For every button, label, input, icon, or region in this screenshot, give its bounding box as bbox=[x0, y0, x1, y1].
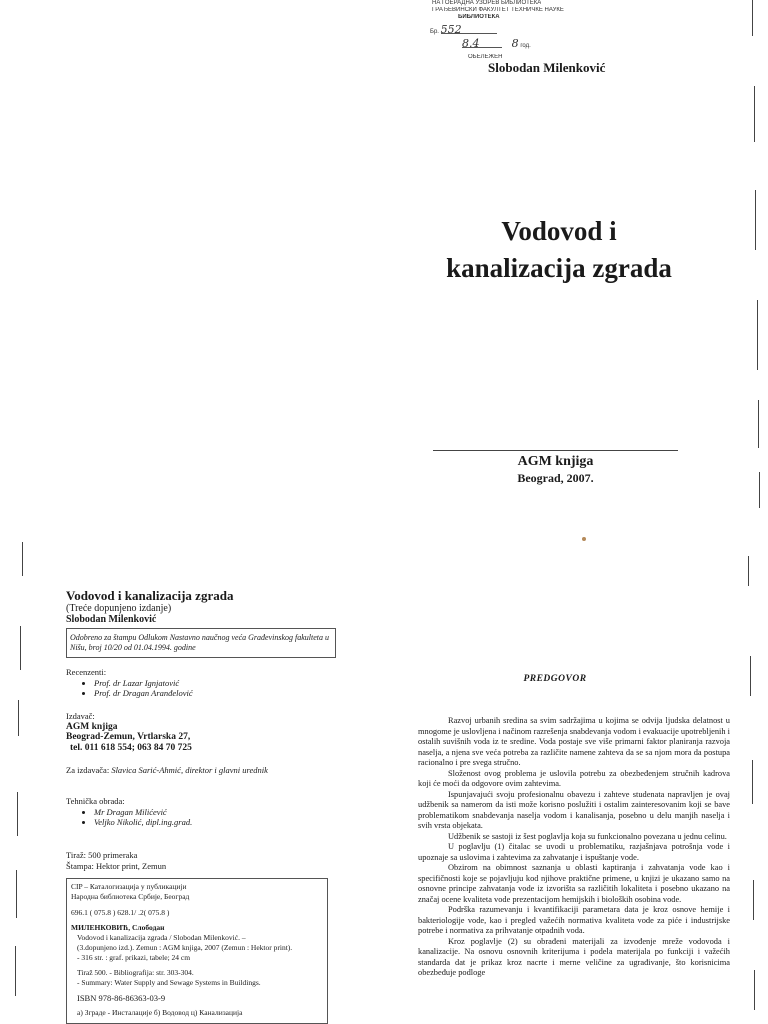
publisher-name: AGM knjiga bbox=[66, 721, 118, 732]
cip-line: Народна библиотека Србије, Београд bbox=[71, 892, 190, 901]
scan-mark bbox=[755, 190, 756, 250]
cip-udc: 696.1 ( 075.8 ) 628.1/ .2( 075.8 ) bbox=[71, 908, 170, 917]
publisher-phone: tel. 011 618 554; 063 84 70 725 bbox=[70, 742, 192, 753]
imprint-edition: (Treće dopunjeno izdanje) bbox=[66, 603, 172, 614]
paper-speck bbox=[582, 537, 586, 541]
scan-mark bbox=[752, 0, 753, 36]
approval-box: Odobreno za štampu Odlukom Nastavno naučnog veća Građevinskog fakulteta u Nišu, broj 10/20 od 01.04.1994. godine bbox=[66, 628, 336, 658]
scan-mark bbox=[748, 556, 749, 586]
tech-item: • Mr Dragan Milićević bbox=[94, 807, 346, 818]
stamp-inv-prefix: Бр. bbox=[430, 29, 439, 35]
scan-mark bbox=[759, 472, 760, 508]
preface-paragraph: Ispunjavajući svoju profesionalnu obavezu i zahteve studenata napravljen je ovaj udžbenik sa namerom da isti može korisno poslužiti i ostalim zainteresovanim koji se bave problematikom snabdevanja naselja vodom i kanalisanja, posebno u delu manjih naselja i svih vrsta objekata. bbox=[418, 789, 730, 830]
print-section bbox=[66, 850, 346, 871]
stamp-line: ГРАЂЕВИНСКИ ФАКУЛТЕТ ТЕХНИЧКЕ НАУКЕ bbox=[432, 7, 564, 13]
scan-mark bbox=[16, 870, 17, 918]
cover-place-year: Beograd, 2007. bbox=[517, 471, 594, 485]
tech-section bbox=[66, 796, 346, 828]
for-publisher-section bbox=[66, 765, 346, 776]
publisher-label: Izdavač: bbox=[66, 711, 95, 721]
stamp-line: БИБЛИОТЕКА bbox=[458, 14, 500, 20]
reviewer-item: • Prof. dr Lazar Ignjatović bbox=[94, 678, 346, 689]
cip-note: Tiraž 500. - Bibliografija: str. 303-304. bbox=[77, 968, 194, 977]
scan-mark bbox=[754, 970, 755, 1010]
cip-desc: - 316 str. : graf. prikazi, tabele; 24 cm bbox=[77, 953, 191, 962]
cover-title-line-1: Vodovod i bbox=[501, 216, 617, 246]
library-stamp bbox=[428, 0, 588, 62]
scan-mark bbox=[20, 626, 21, 670]
preface-paragraph: Kroz poglavlje (2) su obrađeni materijali za izvođenje mreže vodovoda i kanalizacije. Na osnovu osnovnih kriterijuma i podela materijala po funkciji i važećih standarda dat je prikaz kroz nacrte i merne veličine za ugrađivanje, što korisnicima obezbeđuje podloge bbox=[418, 936, 730, 977]
cip-line: CIP – Каталогизација у публикацији bbox=[71, 882, 187, 891]
preface-paragraph: Obzirom na obimnost saznanja u oblasti kaptiranja i zahvatanja vode kao i specifičnosti koje se pojavljuju kod njihove praktične primene, u knjizi je ukazano samo na osnovne principe zahvatanja vode iz izvorišta sa različitih lokaliteta i posebno ukazano na značaj ocene kvaliteta vode prezentacijom hemijskih i bioloških osobina vode. bbox=[418, 863, 730, 904]
scan-mark bbox=[750, 656, 751, 696]
cip-heading: МИЛЕНКОВИЋ, Слободан bbox=[71, 923, 165, 932]
preface-paragraph: U poglavlju (1) čitalac se uvodi u problematiku, razjašnjava potrošnja vode i upoznaje sa uslovima i zahtevima za zahvatanje i ispuštanje vode. bbox=[418, 842, 730, 862]
cip-record-box bbox=[66, 878, 328, 1024]
cover-author: Slobodan Milenković bbox=[488, 60, 606, 75]
printer: Štampa: Hektor print, Zemun bbox=[66, 860, 167, 871]
stamp-date: 8.4 bbox=[462, 40, 502, 48]
tech-label: Tehnička obrada: bbox=[66, 796, 125, 806]
reviewers-label: Recenzenti: bbox=[66, 667, 107, 677]
stamp-line: НА ГОЕРАДНА УЗОРЕВ БИБЛИОТЕКА bbox=[432, 0, 542, 6]
reviewer-item: • Prof. dr Dragan Aranđelović bbox=[94, 688, 346, 699]
stamp-date-suffix: год. bbox=[520, 43, 531, 49]
cip-subjects: а) Зграде - Инсталације б) Водовод ц) Канализација bbox=[77, 1008, 243, 1017]
scan-mark bbox=[752, 760, 753, 804]
preface-paragraph: Podrška razumevanju i kvantifikaciji parametara data je kroz osnove hemije i bakteriologije vode, kao i pregled važećih normativa kvaliteta vode za piće i industrijske potrebe i normativa za prihvatanje otpadnih voda. bbox=[418, 905, 730, 935]
stamp-date-2: 8 bbox=[511, 37, 519, 50]
scan-mark bbox=[17, 792, 18, 836]
scan-mark bbox=[753, 880, 754, 920]
imprint-author: Slobodan Milenković bbox=[66, 614, 157, 625]
print-run: Tiraž: 500 primeraka bbox=[66, 850, 138, 860]
scan-mark bbox=[757, 300, 758, 370]
cip-desc: Vodovod i kanalizacija zgrada / Slobodan Milenković. – bbox=[77, 933, 246, 942]
preface-paragraph: Udžbenik se sastoji iz šest poglavlja koja su funkcionalno povezana u jednu celinu. bbox=[448, 831, 727, 841]
preface-title: PREDGOVOR bbox=[523, 674, 587, 684]
scan-mark bbox=[22, 542, 23, 576]
scan-mark bbox=[18, 700, 19, 736]
cover-title bbox=[420, 213, 698, 287]
scan-mark bbox=[754, 86, 755, 142]
reviewers-section bbox=[66, 667, 346, 699]
cover-title-line-2: kanalizacija zgrada bbox=[446, 253, 672, 283]
preface-paragraph: Razvoj urbanih sredina sa svim sadržajima u kojima se odvija ljudska delatnost u mnogome je uslovljena i načinom razrešenja snabdevanja vodom i evakuacije upotrebljenih i ostalih suvišnih voda iz te sredine. Voda postaje sve više primarni faktor planiranja razvoja naselja, a njena sve veća potreba za različite namene zahteva da se sa njom mora da postupa racionalno i pre svega stručno. bbox=[418, 716, 730, 767]
tech-item: • Veljko Nikolić, dipl.ing.grad. bbox=[94, 817, 346, 828]
cip-isbn: ISBN 978-86-86363-03-9 bbox=[77, 993, 166, 1003]
publisher-section bbox=[66, 711, 346, 753]
preface-paragraph: Složenost ovog problema je uslovila potrebu za obezbeđenjem stručnih kadrova koji će moći da odgovore ovim zahtevima. bbox=[418, 768, 730, 788]
for-publisher-name: Slavica Sarić-Ahmić, direktor i glavni urednik bbox=[111, 765, 268, 775]
imprint-title: Vodovod i kanalizacija zgrada bbox=[66, 588, 234, 603]
publisher-divider bbox=[433, 450, 678, 451]
scan-mark bbox=[15, 946, 16, 996]
for-publisher-label: Za izdavača: bbox=[66, 765, 110, 775]
cip-desc: (3.dopunjeno izd.). Zemun : AGM knjiga, 2007 (Zemun : Hektor print). bbox=[77, 943, 293, 952]
cover-publisher: AGM knjiga bbox=[517, 454, 594, 469]
preface-body bbox=[418, 716, 730, 979]
publisher-address: Beograd-Zemun, Vrtlarska 27, bbox=[66, 732, 191, 742]
stamp-line: ОБЕЛЕЖЕН bbox=[468, 54, 503, 60]
stamp-inv-number: 552 bbox=[441, 26, 497, 34]
cip-note: - Summary: Water Supply and Sewage Systems in Buildings. bbox=[77, 978, 261, 987]
scan-mark bbox=[758, 400, 759, 448]
